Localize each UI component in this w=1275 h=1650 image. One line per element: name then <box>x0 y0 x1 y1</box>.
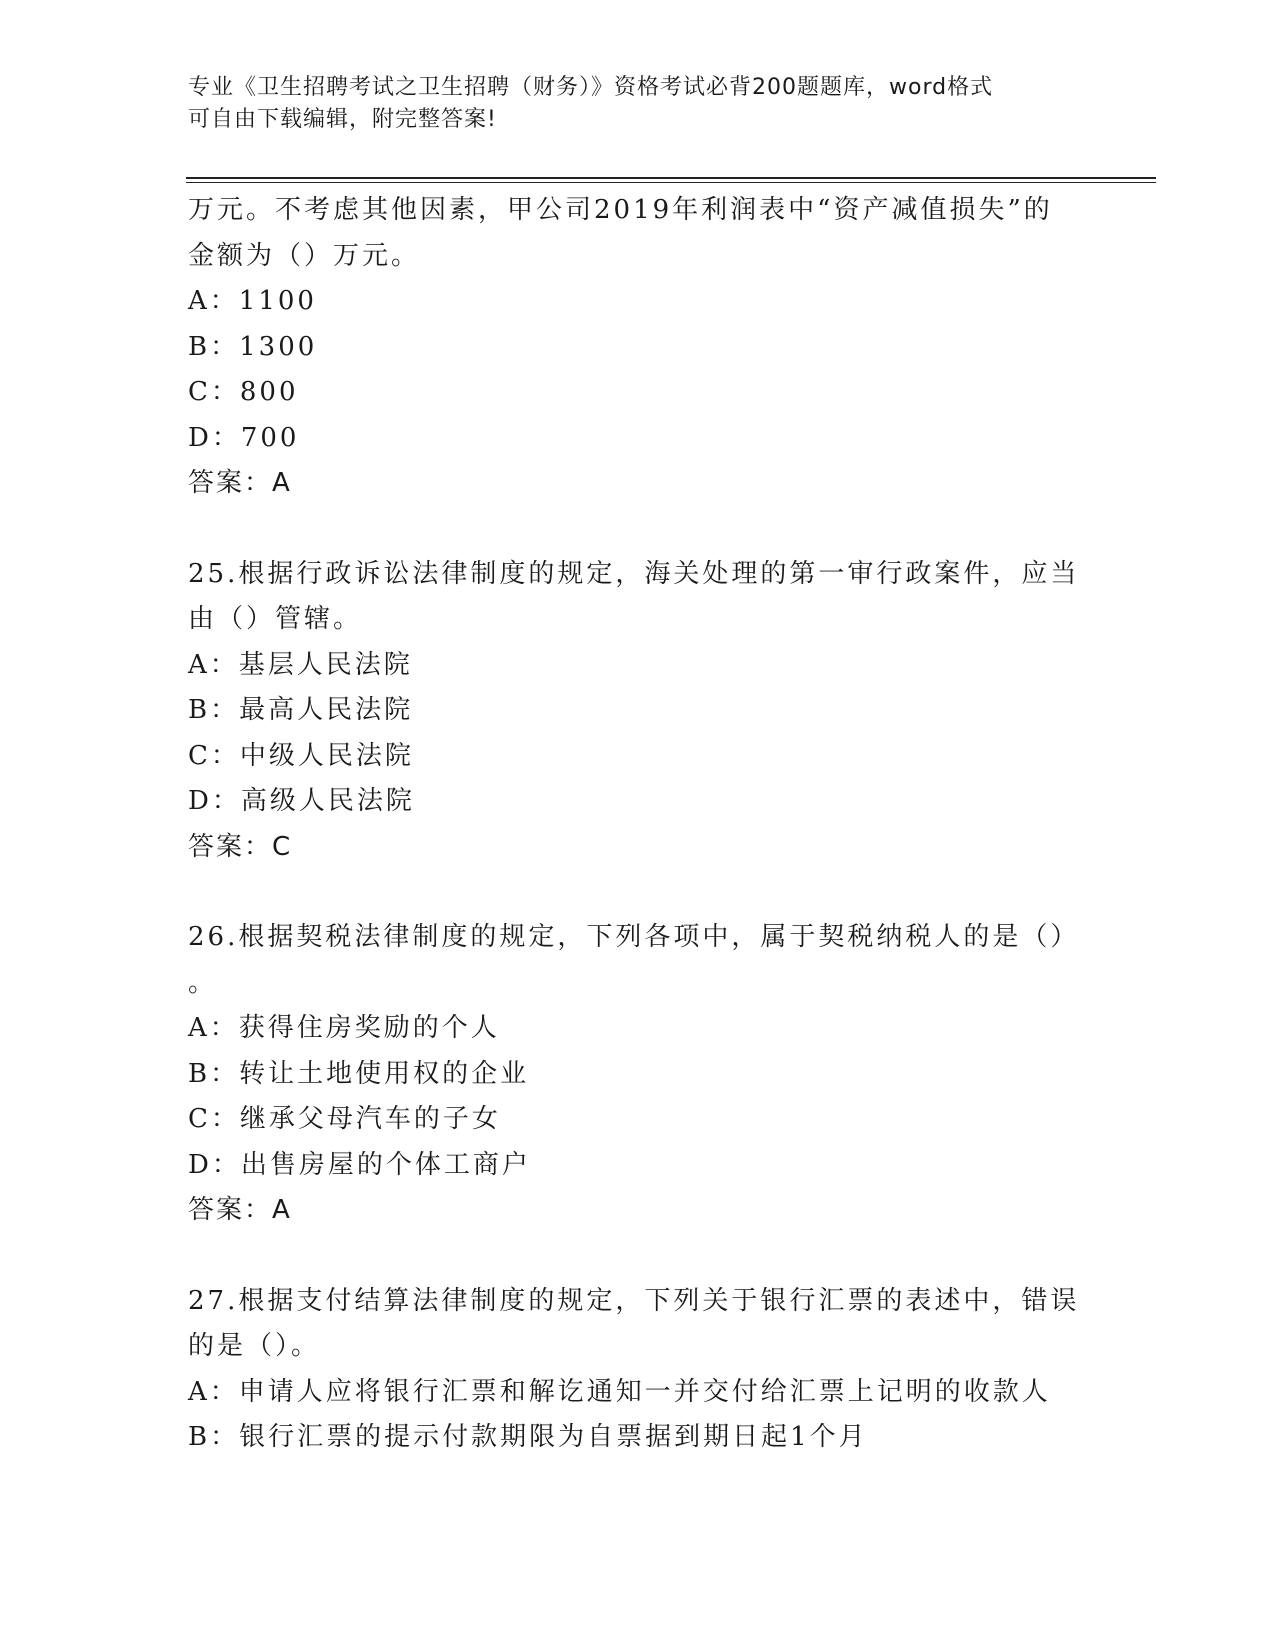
option-a: A：基层人民法院 <box>188 649 413 680</box>
option-b: B：最高人民法院 <box>188 695 414 725</box>
answer-line: 答案：A <box>188 1195 292 1225</box>
option-b: B：银行汇票的提示付款期限为自票据到期日起1个月 <box>188 1422 868 1452</box>
question-stem-line: 的是（）。 <box>188 1331 321 1361</box>
question-spacer <box>188 507 1088 552</box>
answer-line: 答案：C <box>188 831 293 862</box>
question-stem-line: 25.根据行政诉讼法律制度的规定，海关处理的第一审行政案件，应当 <box>188 558 1080 589</box>
question-spacer <box>188 870 1088 915</box>
question-stem-line: 由（）管辖。 <box>188 604 363 634</box>
question-stem-line: 27.根据支付结算法律制度的规定，下列关于银行汇票的表述中，错误 <box>188 1285 1080 1316</box>
option-c: C：中级人民法院 <box>188 740 414 771</box>
header-double-rule <box>186 177 1156 183</box>
option-a: A：申请人应将银行汇票和解讫通知一并交付给汇票上记明的收款人 <box>188 1376 1051 1407</box>
question-25 <box>188 552 1088 871</box>
question-stem-line: 26.根据契税法律制度的规定，下列各项中，属于契税纳税人的是（） <box>188 922 1080 952</box>
option-c: C：800 <box>188 377 299 407</box>
question-stem-line: 金额为（）万元。 <box>188 240 421 271</box>
question-stem-line: 。 <box>188 967 218 998</box>
question-content <box>188 188 1088 1461</box>
header-title-line-2: 可自由下载编辑，附完整答案! <box>188 107 497 132</box>
header-title-line-1: 专业《卫生招聘考试之卫生招聘（财务）》资格考试必背200题题库，word格式 <box>188 75 994 100</box>
option-a: A：1100 <box>188 286 317 316</box>
option-a: A：获得住房奖励的个人 <box>188 1013 500 1043</box>
page-header <box>188 72 1068 136</box>
option-c: C：继承父母汽车的子女 <box>188 1104 501 1134</box>
answer-line: 答案：A <box>188 468 292 498</box>
question-26 <box>188 915 1088 1234</box>
option-b: B：1300 <box>188 331 318 362</box>
question-27 <box>188 1279 1088 1461</box>
option-d: D：出售房屋的个体工商户 <box>188 1149 531 1180</box>
option-b: B：转让土地使用权的企业 <box>188 1058 530 1089</box>
question-stem-line: 万元。不考虑其他因素，甲公司2019年利润表中“资产减值损失”的 <box>188 195 1053 225</box>
question-24 <box>188 188 1088 507</box>
question-spacer <box>188 1234 1088 1279</box>
option-d: D：700 <box>188 422 300 453</box>
option-d: D：高级人民法院 <box>188 786 415 816</box>
